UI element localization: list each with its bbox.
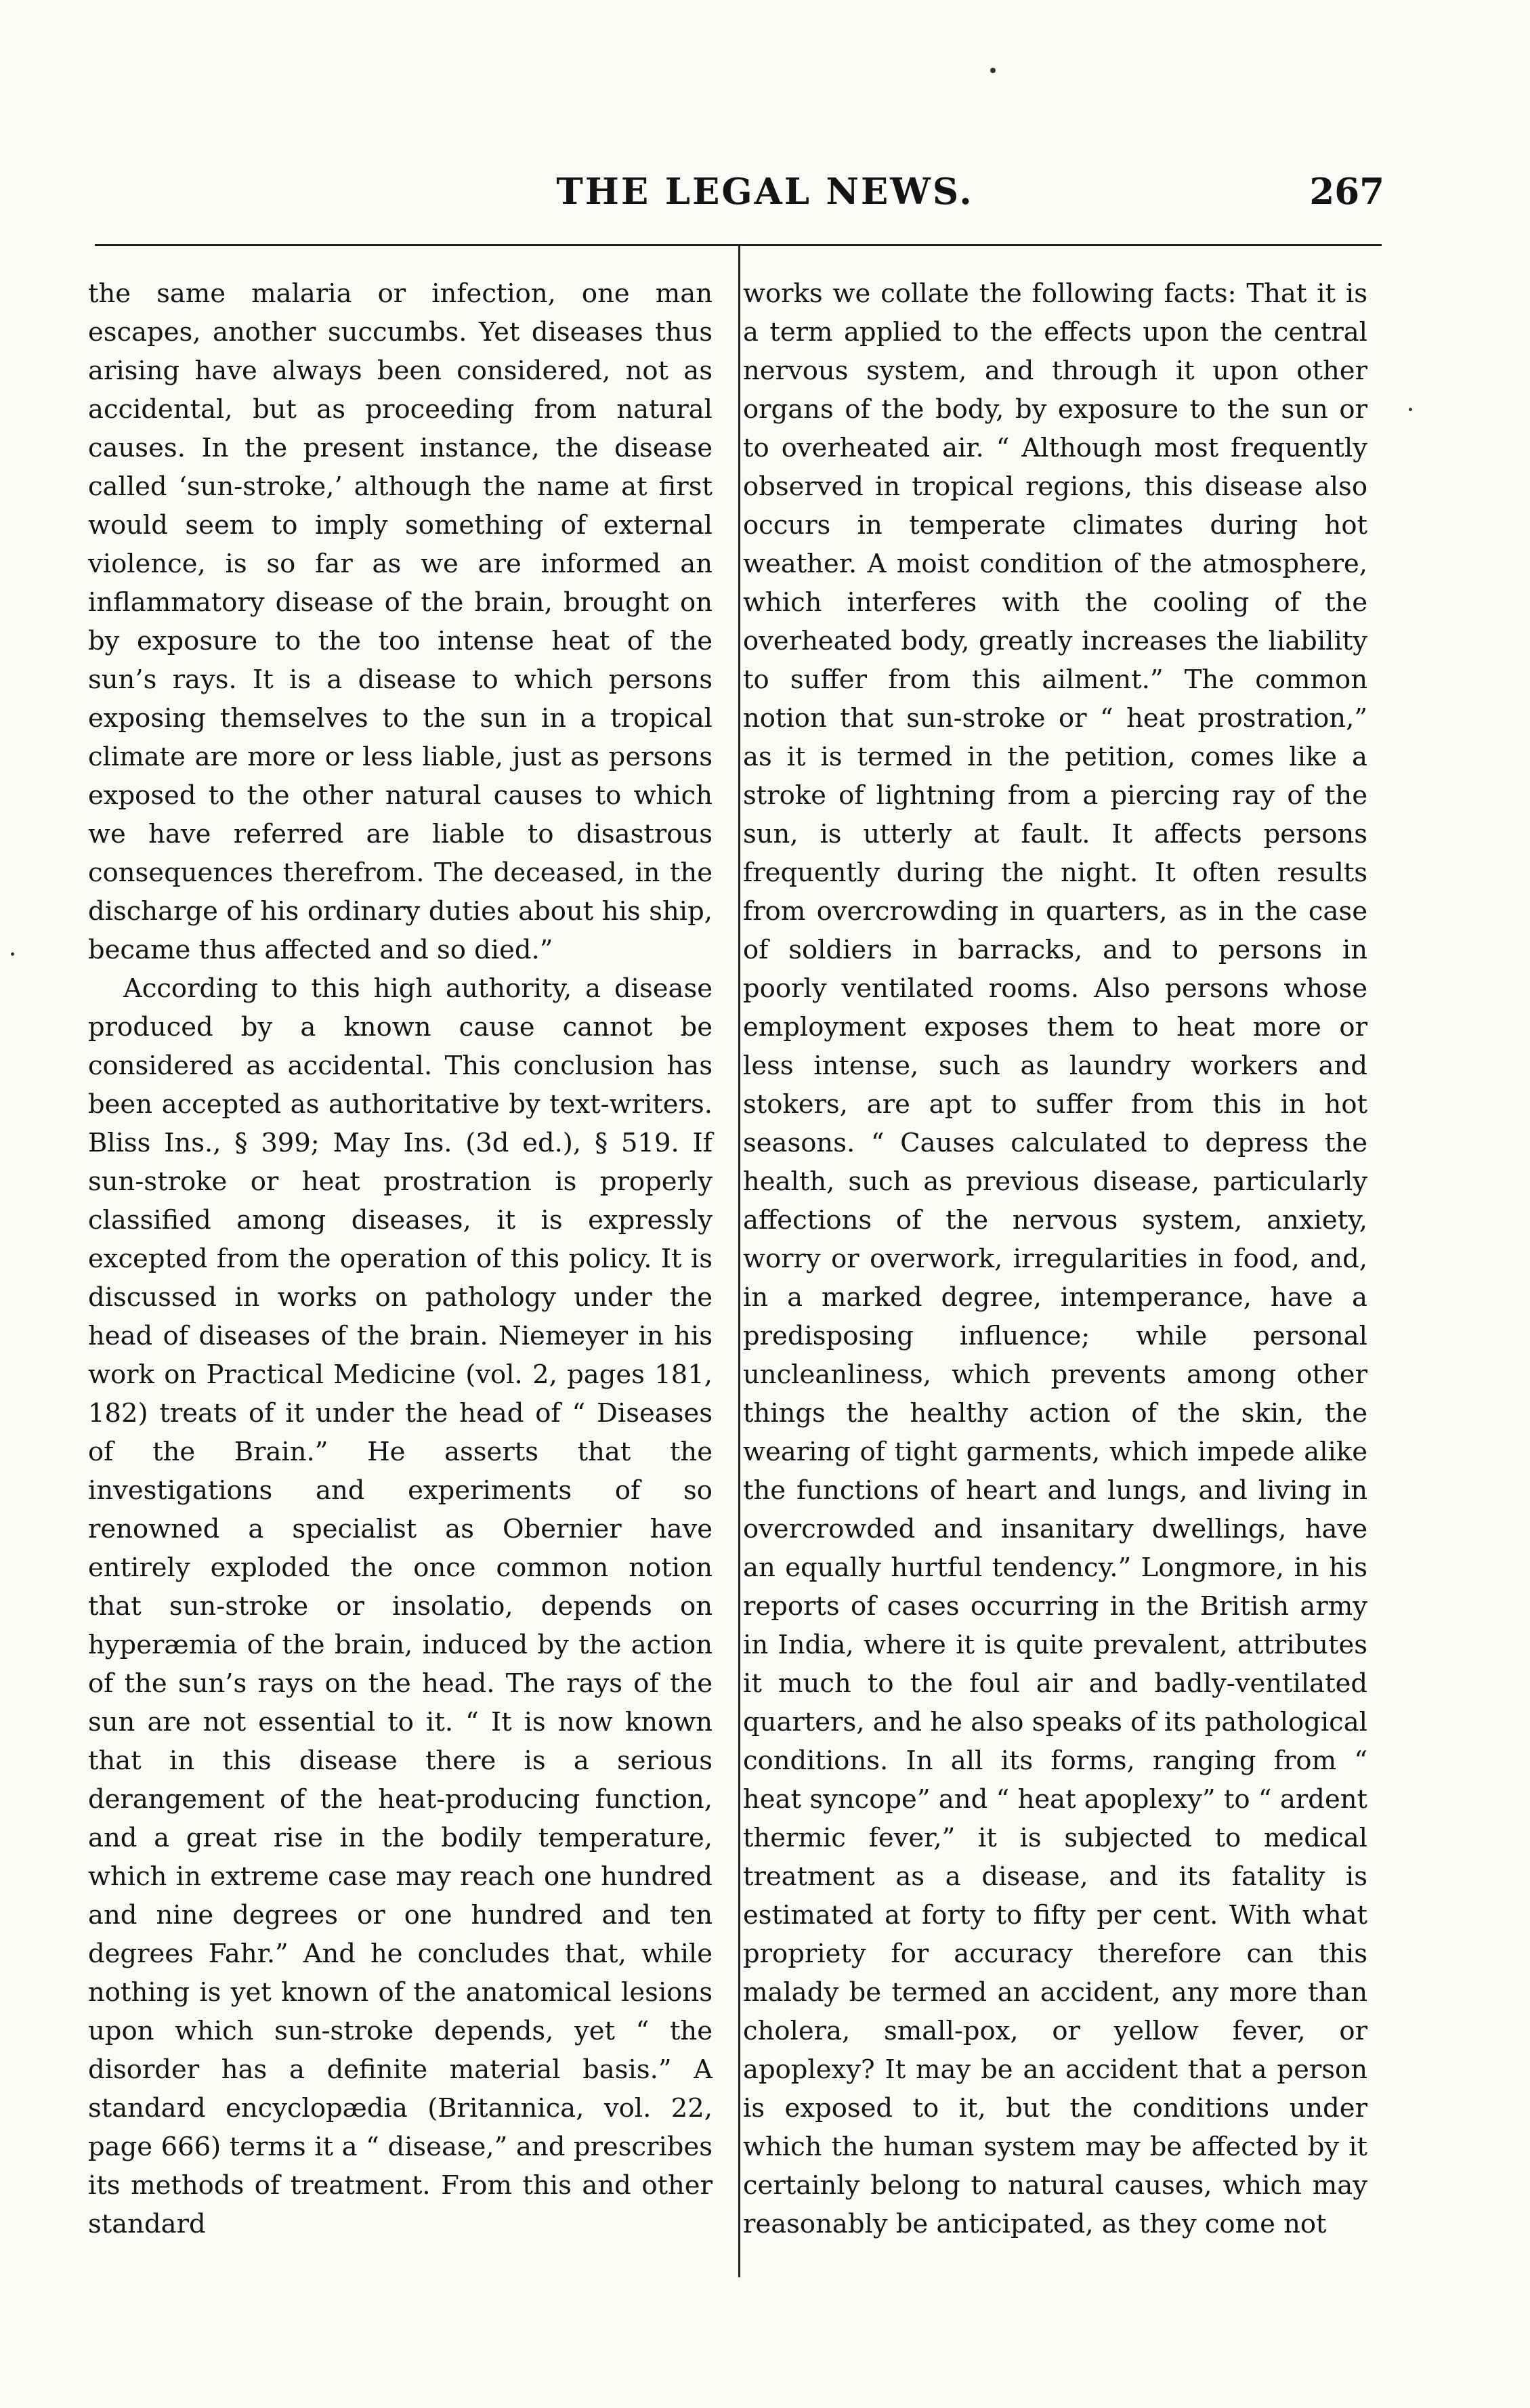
page-number: 267 <box>1309 171 1384 213</box>
ink-speck <box>11 952 14 956</box>
paragraph: According to this high authority, a disease produced by a known cause cannot be considered as accidental. This conclusion has been accepted as authoritative by text-writers. Bliss Ins., § 399; May Ins. (3d ed.), § 519. If sun-stroke or heat prostration is properly classified among diseases, it is expressly excepted from the operation of this policy. It is discussed in works on pathology under the head of diseases of the brain. Niemeyer in his work on Practical Medicine (vol. 2, pages 181, 182) treats of it under the head of “ Diseases of the Brain.” He asserts that the investigations and experiments of so renowned a specialist as Obernier have entirely exploded the once common notion that sun-stroke or insolatio, depends on hyperæmia of the brain, induced by the action of the sun’s rays on the head. The rays of the sun are not essential to it. “ It is now known that in this disease there is a serious derangement of the heat-producing function, and a great rise in the bodily temperature, which in extreme case may reach one hundred and nine degrees or one hundred and ten degrees Fahr.” And he concludes that, while nothing is yet known of the anatomical lesions upon which sun-stroke depends, yet “ the disorder has a definite material basis.” A standard encyclopædia (Britannica, vol. 22, page 666) terms it a “ disease,” and prescribes its methods of treatment. From this and other standard <box>88 973 713 2239</box>
left-column <box>88 274 713 2243</box>
ink-speck <box>1409 408 1412 411</box>
paragraph: works we collate the following facts: That it is a term applied to the effects upon the central nervous system, and through it upon other organs of the body, by exposure to the sun or to overheated air. “ Although most frequently observed in tropical regions, this disease also occurs in temperate climates during hot weather. A moist condition of the atmosphere, which interferes with the cooling of the overheated body, greatly increases the liability to suffer from this ailment.” The common notion that sun-stroke or “ heat prostration,” as it is termed in the petition, comes like a stroke of lightning from a piercing ray of the sun, is utterly at fault. It affects persons frequently during the night. It often results from overcrowding in quarters, as in the case of soldiers in barracks, and to persons in poorly ventilated rooms. Also persons whose employment exposes them to heat more or less intense, such as laundry workers and stokers, are apt to suffer from this in hot seasons. “ Causes calculated to depress the health, such as previous disease, particularly affections of the nervous system, anxiety, worry or overwork, irregularities in food, and, in a marked degree, intemperance, have a predisposing influence; while personal uncleanliness, which prevents among other things the healthy action of the skin, the wearing of tight garments, which impede alike the functions of heart and lungs, and living in overcrowded and insanitary dwellings, have an equally hurtful tendency.” Longmore, in his reports of cases occurring in the British army in India, where it is quite prevalent, attributes it much to the foul air and badly-ventilated quarters, and he also speaks of its pathological conditions. In all its forms, ranging from “ heat syncope” and “ heat apoplexy” to “ ardent thermic fever,” it is subjected to medical treatment as a disease, and its fatality is estimated at forty to fifty per cent. With what propriety for accuracy therefore can this malady be termed an accident, any more than cholera, small-pox, or yellow fever, or apoplexy? It may be an accident that a person is exposed to it, but the conditions under which the human system may be affected by it certainly belong to natural causes, which may reasonably be anticipated, as they come not <box>743 278 1367 2239</box>
page-header <box>0 0 1530 271</box>
paragraph: the same malaria or infection, one man escapes, another succumbs. Yet diseases thus arising have always been considered, not as accidental, but as proceeding from natural causes. In the present instance, the disease called ‘sun-stroke,’ although the name at first would seem to imply something of external violence, is so far as we are informed an inflammatory disease of the brain, brought on by exposure to the too intense heat of the sun’s rays. It is a disease to which persons exposing themselves to the sun in a tropical climate are more or less liable, just as persons exposed to the other natural causes to which we have referred are liable to disastrous consequences therefrom. The deceased, in the discharge of his ordinary duties about his ship, became thus affected and so died.” <box>88 278 713 965</box>
column-divider <box>738 245 740 2277</box>
right-column <box>743 274 1367 2243</box>
ink-speck <box>990 68 996 73</box>
running-title: THE LEGAL NEWS. <box>556 171 974 213</box>
